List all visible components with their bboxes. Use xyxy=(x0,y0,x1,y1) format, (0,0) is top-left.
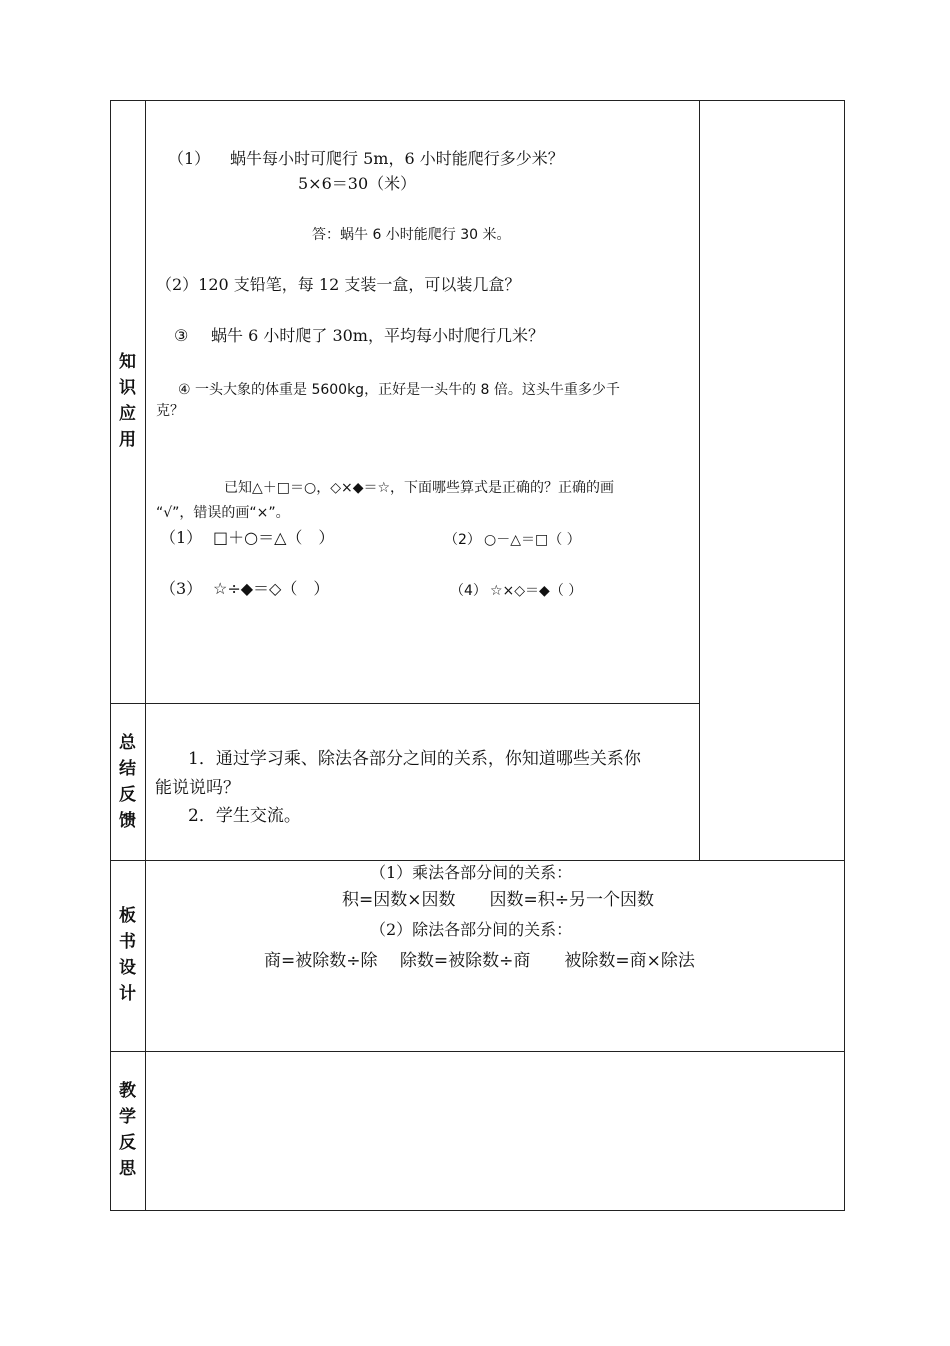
known-condition-line-1: 已知△＋□＝○，◇×◆＝☆，下面哪些算式是正确的？正确的画 xyxy=(224,480,615,496)
summary-line-1: 1．通过学习乘、除法各部分之间的关系，你知道哪些关系你 xyxy=(188,749,641,769)
summary-line-2: 能说说吗？ xyxy=(155,778,240,798)
summary-line-3: 2．学生交流。 xyxy=(188,806,301,826)
label-char: 教 xyxy=(119,1081,136,1101)
label-column-divider xyxy=(145,100,146,1211)
item-4-label: （4） xyxy=(450,583,487,599)
known-condition-line-2: “√”，错误的画“×”。 xyxy=(156,505,290,521)
board-line-3: （2）除法各部分间的关系： xyxy=(370,920,573,939)
table-border-left xyxy=(110,100,111,1211)
label-char: 知 xyxy=(119,352,136,372)
question-1-calculation: 5×6＝30（米） xyxy=(298,174,417,193)
item-3-label: （3） xyxy=(160,579,203,598)
label-char: 反 xyxy=(119,1133,136,1153)
label-char: 结 xyxy=(119,759,136,779)
row-divider-1 xyxy=(110,703,700,704)
label-char: 总 xyxy=(119,733,136,753)
item-1-label: （1） xyxy=(160,528,203,547)
table-border-top xyxy=(110,100,845,101)
label-char: 板 xyxy=(119,906,136,926)
label-char: 思 xyxy=(119,1159,136,1179)
row-label-knowledge xyxy=(110,349,145,453)
label-char: 书 xyxy=(119,932,136,952)
question-3-text: 蜗牛 6 小时爬了 30m，平均每小时爬行几米？ xyxy=(211,326,544,345)
item-4-expression: ☆×◇＝◆（ ） xyxy=(490,583,583,599)
question-1-label: （1） xyxy=(168,149,211,168)
question-1-text: 蜗牛每小时可爬行 5m，6 小时能爬行多少米？ xyxy=(230,149,564,168)
question-3-label: ③ xyxy=(174,326,189,345)
table-border-right xyxy=(844,100,845,1211)
label-char: 反 xyxy=(119,785,136,805)
label-char: 学 xyxy=(119,1107,136,1127)
label-char: 应 xyxy=(119,404,136,424)
label-char: 识 xyxy=(119,378,136,398)
label-char: 用 xyxy=(119,430,136,450)
row-label-reflection xyxy=(110,1078,145,1182)
question-1-answer: 答：蜗牛 6 小时能爬行 30 米。 xyxy=(312,227,511,243)
item-1-expression: □＋○＝△（ ） xyxy=(213,528,335,547)
board-line-2: 积=因数×因数 因数=积÷另一个因数 xyxy=(342,890,654,910)
row-divider-2 xyxy=(110,860,845,861)
label-char: 设 xyxy=(119,958,136,978)
item-3-expression: ☆÷◆＝◇（ ） xyxy=(213,579,330,598)
row-divider-3 xyxy=(110,1051,845,1052)
table-border-bottom xyxy=(110,1210,845,1211)
board-line-4: 商=被除数÷除 除数=被除数÷商 被除数=商×除法 xyxy=(264,951,695,971)
label-char: 计 xyxy=(119,984,136,1004)
board-line-1: （1）乘法各部分间的关系： xyxy=(370,863,573,882)
question-4-line-2: 克？ xyxy=(156,403,184,419)
label-char: 馈 xyxy=(119,811,136,831)
question-4-line-1: ④ 一头大象的体重是 5600kg，正好是一头牛的 8 倍。这头牛重多少千 xyxy=(178,382,620,398)
question-2-text: （2）120 支铅笔，每 12 支装一盒，可以装几盒？ xyxy=(156,275,521,294)
row-label-summary xyxy=(110,730,145,834)
row-label-board xyxy=(110,903,145,1007)
item-2-expression: ○－△＝□（ ） xyxy=(484,532,581,548)
item-2-label: （2） xyxy=(444,532,481,548)
right-column-divider xyxy=(699,100,700,860)
